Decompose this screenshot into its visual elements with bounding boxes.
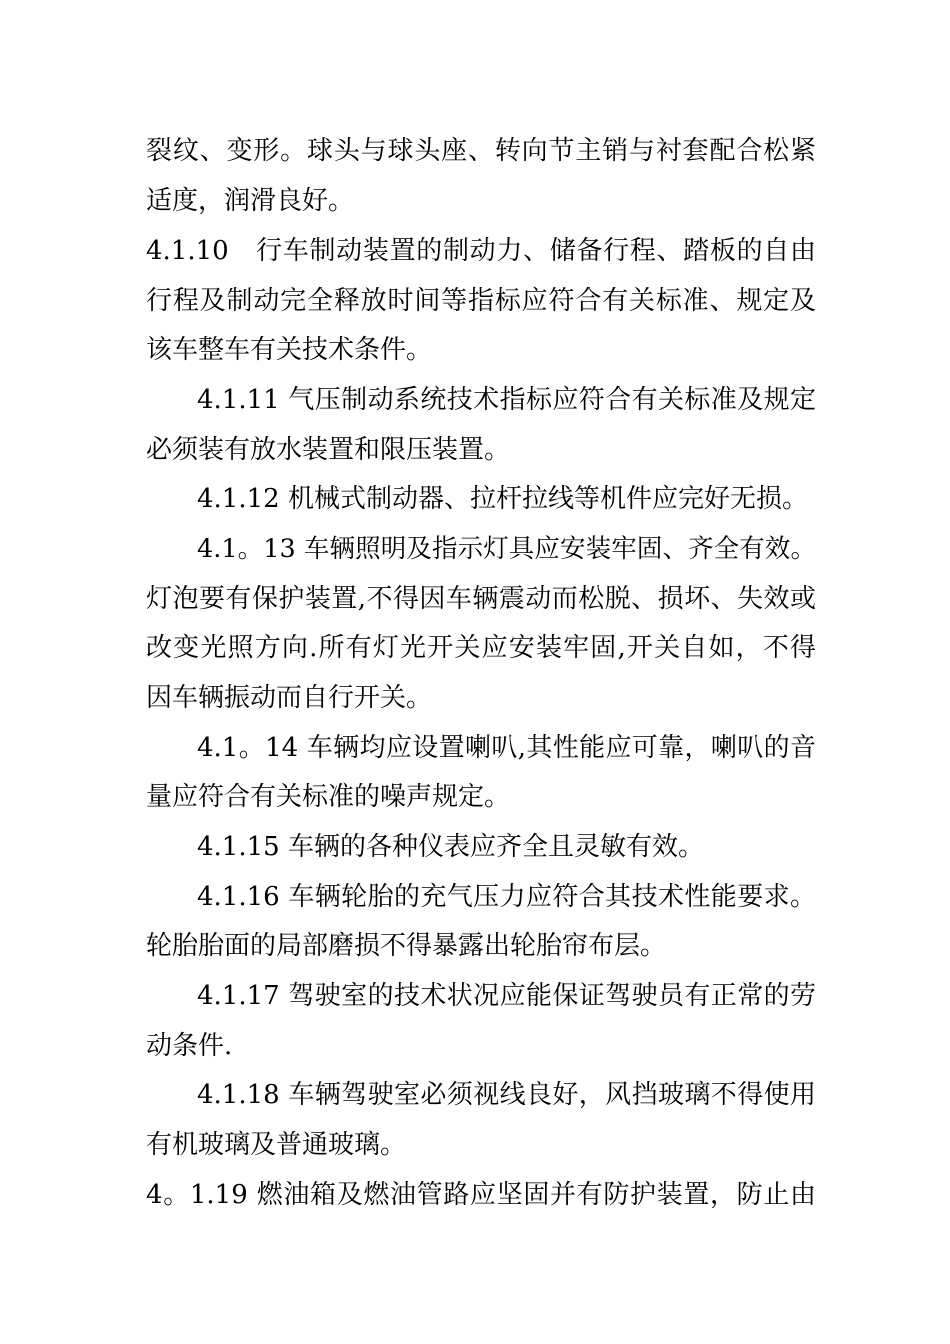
- text-line: 必须装有放水装置和限压装置。: [146, 435, 511, 465]
- text-line: 4.1.18 车辆驾驶室必须视线良好，风挡玻璃不得使用: [197, 1080, 816, 1110]
- text-line: 4.1.10 行车制动装置的制动力、储备行程、踏板的自由: [146, 236, 816, 266]
- text-line: 轮胎胎面的局部磨损不得暴露出轮胎帘布层。: [146, 931, 667, 961]
- text-line: 4.1.16 车辆轮胎的充气压力应符合其技术性能要求。: [197, 882, 816, 912]
- text-line: 适度，润滑良好。: [146, 186, 355, 216]
- text-line: 改变光照方向.所有灯光开关应安装牢固,开关自如，不得: [146, 633, 816, 663]
- text-line: 该车整车有关技术条件。: [146, 335, 433, 365]
- text-line: 4.1.15 车辆的各种仪表应齐全且灵敏有效。: [197, 832, 704, 862]
- text-line: 4.1。14 车辆均应设置喇叭,其性能应可靠，喇叭的音: [197, 733, 816, 763]
- text-line: 动条件.: [146, 1031, 233, 1061]
- text-line: 裂纹、变形。球头与球头座、转向节主销与衬套配合松紧: [146, 136, 816, 166]
- text-line: 灯泡要有保护装置,不得因车辆震动而松脱、损坏、失效或: [146, 584, 816, 614]
- text-line: 4。1.19 燃油箱及燃油管路应坚固并有防护装置，防止由: [146, 1180, 816, 1210]
- text-line: 4.1。13 车辆照明及指示灯具应安装牢固、齐全有效。: [197, 534, 816, 564]
- text-line: 量应符合有关标准的噪声规定。: [146, 782, 511, 812]
- text-line: 4.1.12 机械式制动器、拉杆拉线等机件应完好无损。: [197, 484, 808, 514]
- text-line: 4.1.17 驾驶室的技术状况应能保证驾驶员有正常的劳: [197, 981, 816, 1011]
- text-line: 有机玻璃及普通玻璃。: [146, 1130, 407, 1160]
- text-line: 行程及制动完全释放时间等指标应符合有关标准、规定及: [146, 286, 816, 316]
- text-line: 4.1.11 气压制动系统技术指标应符合有关标准及规定: [197, 385, 816, 415]
- text-line: 因车辆振动而自行开关。: [146, 683, 433, 713]
